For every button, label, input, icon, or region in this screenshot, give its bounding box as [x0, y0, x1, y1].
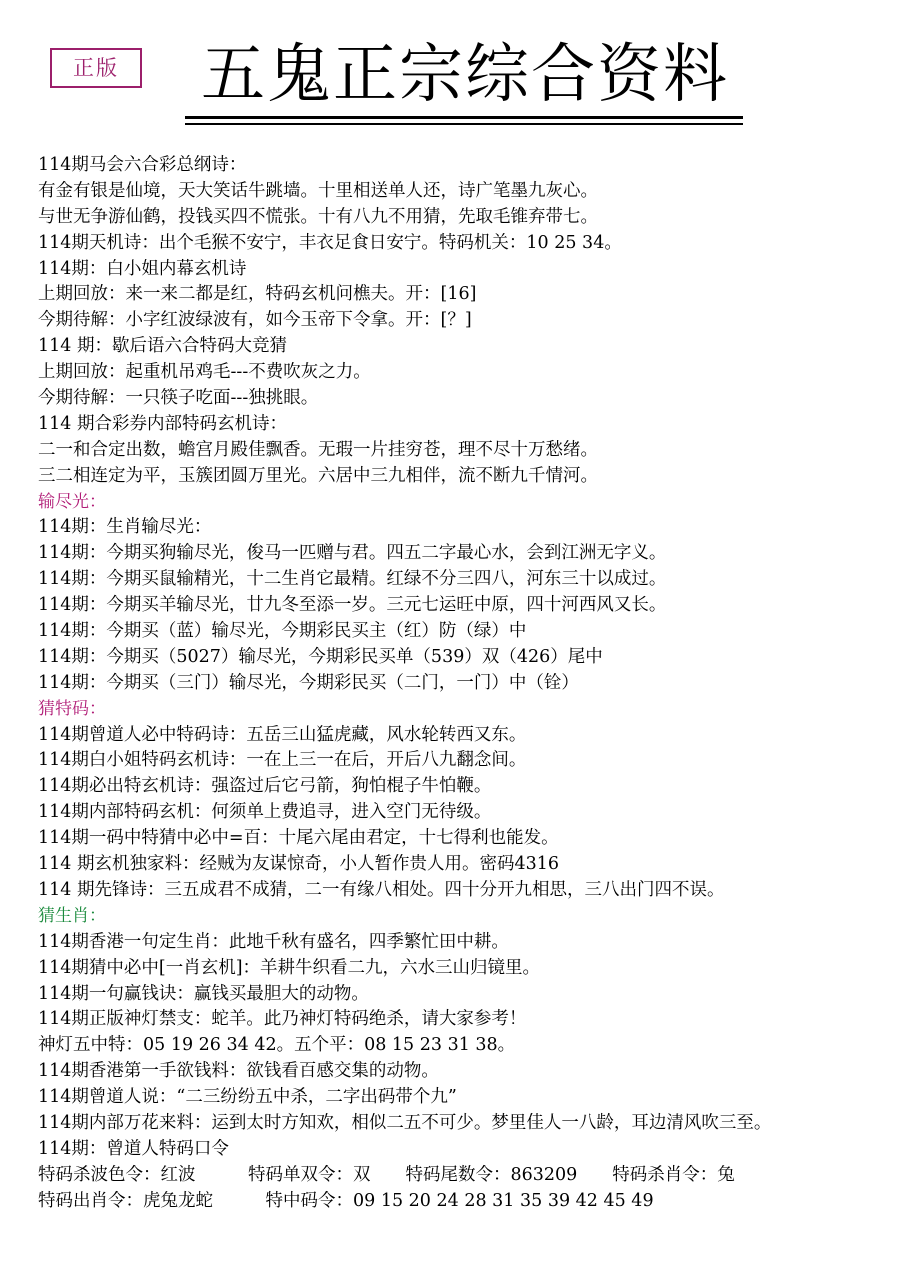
section-heading: 猜特码：: [38, 698, 106, 719]
text-line: 114期香港一句定生肖：此地千秋有盛名，四季繁忙田中耕。: [38, 931, 509, 952]
text-line: 114期曾道人必中特码诗：五岳三山猛虎藏，风水轮转西又东。: [38, 724, 527, 745]
text-line: 今期待解：一只筷子吃面---独挑眼。: [38, 388, 319, 409]
section-heading: 猜生肖：: [38, 905, 106, 926]
text-line: 特码杀波色令：红波 特码单双令：双 特码尾数令：863209 特码杀肖令：兔: [38, 1164, 735, 1185]
text-line: 114期内部特码玄机：何须单上费追寻，进入空门无待级。: [38, 802, 492, 823]
text-line: 上期回放：起重机吊鸡毛---不费吹灰之力。: [38, 362, 371, 383]
text-line: 114期香港第一手欲钱料：欲钱看百感交集的动物。: [38, 1061, 439, 1082]
text-line: 114期猜中必中[一肖玄机]：羊耕牛织看二九，六水三山归镜里。: [38, 957, 541, 978]
text-line: 114 期先锋诗：三五成君不成猜，二一有缘八相处。四十分开九相思，三八出门四不误。: [38, 879, 725, 900]
text-line: 特码出肖令：虎兔龙蛇 特中码令：09 15 20 24 28 31 35 39 42 45 49: [38, 1190, 654, 1211]
title-underline-secondary: [185, 123, 743, 125]
text-line: 114期：生肖输尽光：: [38, 517, 212, 538]
genuine-badge: 正版: [50, 48, 142, 88]
text-line: 114 期合彩券内部特码玄机诗：: [38, 413, 287, 434]
text-line: 114期马会六合彩总纲诗：: [38, 155, 247, 175]
text-line: 114期：今期买（5027）输尽光，今期彩民买单（539）双（426）尾中: [38, 646, 603, 667]
text-line: 114期：曾道人特码口令: [38, 1138, 229, 1159]
text-line: 114 期玄机独家料：经贼为友谋惊奇，小人暂作贵人用。密码4316: [38, 854, 559, 875]
text-line: 今期待解：小字红波绿波有，如今玉帝下令拿。开：[？]: [38, 310, 472, 331]
text-line: 114 期：歇后语六合特码大竞猜: [38, 336, 287, 357]
text-line: 114期：今期买鼠输精光，十二生肖它最精。红绿不分三四八，河东三十以成过。: [38, 569, 667, 590]
text-line: 114期：今期买狗输尽光，俊马一匹赠与君。四五二字最心水，会到江洲无字义。: [38, 543, 667, 564]
text-line: 114期：今期买羊输尽光，廿九冬至添一岁。三元七运旺中原，四十河西风又长。: [38, 595, 667, 616]
text-line: 114期一码中特猜中必中=百：十尾六尾由君定，十七得利也能发。: [38, 828, 559, 849]
content-body: [38, 153, 888, 1215]
text-line: 神灯五中特：05 19 26 34 42。五个平：08 15 23 31 38。: [38, 1035, 516, 1056]
text-line: 二一和合定出数，蟾宫月殿佳飘香。无瑕一片挂穷苍，理不尽十万愁绪。: [38, 439, 598, 460]
title-underline: [185, 116, 743, 119]
text-line: 114期正版神灯禁支：蛇羊。此乃神灯特码绝杀，请大家参考！: [38, 1009, 527, 1030]
text-line: 上期回放：来一来二都是红，特码玄机问樵夫。开：[16]: [38, 284, 477, 305]
text-line: 与世无争游仙鹤，投钱买四不慌张。十有八九不用猜，先取毛锥弃带七。: [38, 206, 598, 227]
text-line: 114期：今期买（蓝）输尽光，今期彩民买主（红）防（绿）中: [38, 621, 527, 642]
text-line: 114期一句赢钱诀：赢钱买最胆大的动物。: [38, 983, 369, 1004]
text-line: 114期白小姐特码玄机诗：一在上三一在后，开后八九翻念间。: [38, 750, 527, 771]
text-line: 114期：白小姐内幕玄机诗: [38, 258, 247, 279]
text-line: 三二相连定为平，玉簇团圆万里光。六居中三九相伴，流不断九千情河。: [38, 465, 598, 486]
text-line: 有金有银是仙境，天大笑话牛跳墙。十里相送单人还，诗广笔墨九灰心。: [38, 180, 598, 201]
text-line: 114期曾道人说：“二三纷纷五中杀，二字出码带个九”: [38, 1087, 457, 1108]
section-heading: 输尽光：: [38, 491, 106, 512]
text-line: 114期内部万花来料：运到太时方知欢，相似二五不可少。梦里佳人一八龄，耳边清风吹三至。: [38, 1112, 772, 1133]
page-title: 五鬼正宗综合资料: [201, 38, 729, 112]
text-line: 114期天机诗：出个毛猴不安宁，丰衣足食日安宁。特码机关：10 25 34。: [38, 232, 622, 253]
text-line: 114期必出特玄机诗：强盗过后它弓箭，狗怕棍子牛怕鞭。: [38, 776, 492, 797]
text-line: 114期：今期买（三门）输尽光，今期彩民买（二门，一门）中（铨）: [38, 672, 579, 693]
